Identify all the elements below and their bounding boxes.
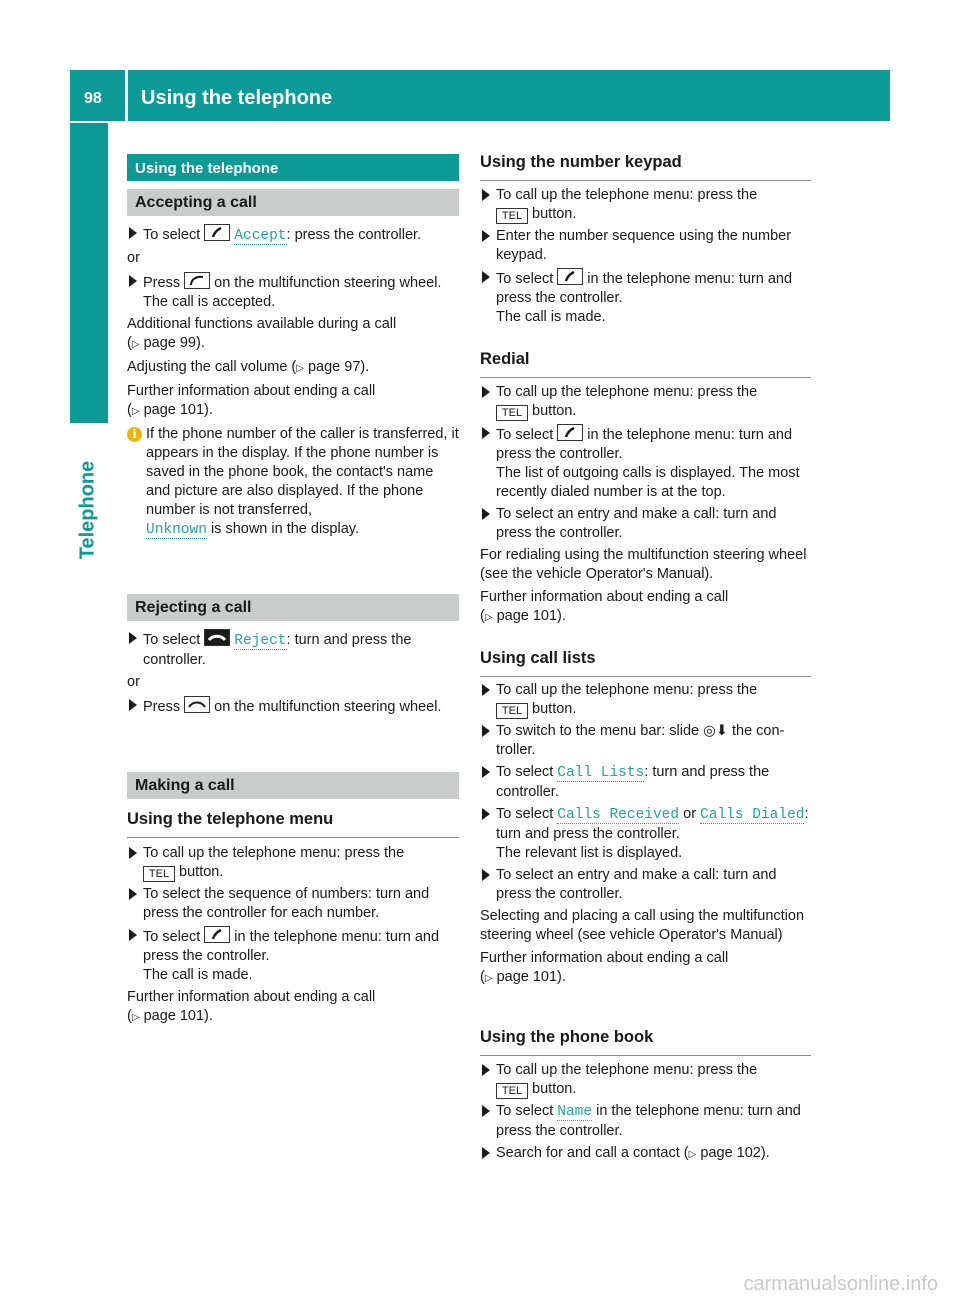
paragraph: Further information about ending a call (▷ page 101). — [480, 589, 729, 624]
arrow-icon — [482, 189, 490, 201]
triangle-icon: ▷ — [688, 1149, 697, 1160]
subhead-phone-book: Using the phone book — [480, 1028, 811, 1056]
list-item: Enter the number sequence using the number keypad. — [480, 227, 811, 265]
tel-key-icon: TEL — [496, 1083, 528, 1099]
subhead-number-keypad: Using the number keypad — [480, 153, 811, 181]
list-item: To select Call Lists: turn and press the controller. — [480, 763, 811, 802]
phone-hangup-icon — [184, 696, 210, 713]
phone-handset-icon — [184, 272, 210, 289]
arrow-icon — [482, 808, 490, 820]
paragraph: Adjusting the call volume (▷ page 97). — [127, 359, 370, 375]
rejecting-heading: Rejecting a call — [127, 594, 459, 621]
tel-key-icon: TEL — [143, 866, 175, 882]
subhead-telephone-menu: Using the telephone menu — [127, 810, 459, 838]
info-note: i If the phone number of the caller is transferred, it appears in the display. If the phone number is saved in the phone book, the contact's name and picture are also displayed. If the phone number is not transferred, Unknown is shown in the display. — [127, 425, 459, 540]
accepting-block — [127, 224, 459, 540]
list-item: To select an entry and make a call: turn and press the controller. — [480, 505, 811, 543]
header-divider — [125, 70, 128, 121]
redial-block — [480, 383, 811, 631]
chapter-label-text: Telephone — [76, 460, 99, 560]
subhead-redial: Redial — [480, 350, 811, 378]
arrow-icon — [129, 847, 137, 859]
triangle-icon: ▷ — [131, 1012, 140, 1023]
phone-reject-icon — [204, 629, 230, 646]
list-item: Press on the multifunction steering wheel. — [127, 696, 459, 717]
list-item: Press on the multifunction steering wheel. The call is accepted. — [127, 272, 459, 312]
arrow-icon — [129, 632, 137, 644]
arrow-icon — [482, 1147, 490, 1159]
paragraph: Additional functions available during a call (▷ page 99). — [127, 316, 397, 351]
triangle-icon: ▷ — [131, 406, 140, 417]
paragraph: For redialing using the multifunction steering wheel (see the vehicle Operator's Manual). — [480, 547, 807, 582]
paragraph: Further information about ending a call (▷ page 101). — [480, 950, 729, 985]
controller-slide-down-icon: ◎⬇ — [703, 723, 728, 739]
call-lists-menu-item: Call Lists — [557, 765, 645, 781]
chapter-label — [68, 440, 108, 580]
arrow-icon — [482, 766, 490, 778]
page-title: Using the telephone — [141, 87, 333, 109]
arrow-icon — [482, 684, 490, 696]
arrow-icon — [482, 725, 490, 737]
list-item: To select Reject: turn and press the controller. — [127, 629, 459, 670]
list-item: To select the sequence of numbers: turn and press the controller for each number. — [127, 885, 459, 923]
list-item: To select Calls Received or Calls Dialed: turn and press the controller. The relevant list is displayed. — [480, 805, 811, 863]
making-heading: Making a call — [127, 772, 459, 799]
tel-key-icon: TEL — [496, 703, 528, 719]
list-item: To select in the telephone menu: turn and press the controller. The call is made. — [480, 268, 811, 327]
calls-received-menu-item: Calls Received — [557, 807, 680, 823]
list-item: To select in the telephone menu: turn and press the controller. The call is made. — [127, 926, 459, 985]
page-header — [70, 70, 890, 121]
triangle-icon: ▷ — [296, 363, 304, 374]
list-item: To call up the telephone menu: press the TEL button. — [127, 844, 459, 882]
accepting-heading: Accepting a call — [127, 189, 459, 216]
list-item: To select Name in the telephone menu: turn and press the controller. — [480, 1102, 811, 1141]
calllists-block — [480, 681, 811, 992]
list-item: To switch to the menu bar: slide ◎⬇ the controller. — [480, 722, 811, 760]
calls-dialed-menu-item: Calls Dialed — [700, 807, 805, 823]
name-menu-item: Name — [557, 1104, 593, 1120]
list-item: To call up the telephone menu: press the TEL button. — [480, 681, 811, 719]
paragraph: Further information about ending a call (▷ page 101). — [127, 383, 376, 418]
keypad-block — [480, 186, 811, 330]
arrow-icon — [482, 386, 490, 398]
arrow-icon — [129, 227, 137, 239]
list-item: To select an entry and make a call: turn and press the controller. — [480, 866, 811, 904]
arrow-icon — [482, 508, 490, 520]
rejecting-block — [127, 629, 459, 720]
phonebook-block — [480, 1061, 811, 1167]
arrow-icon — [482, 1064, 490, 1076]
arrow-icon — [129, 275, 137, 287]
chapter-tab — [70, 123, 108, 423]
arrow-icon — [129, 699, 137, 711]
arrow-icon — [482, 869, 490, 881]
arrow-icon — [129, 929, 137, 941]
phone-accept-icon — [204, 224, 230, 241]
phone-accept-icon — [204, 926, 230, 943]
or-text: or — [127, 250, 140, 266]
arrow-icon — [482, 230, 490, 242]
phone-accept-icon — [557, 268, 583, 285]
triangle-icon: ▷ — [484, 612, 493, 623]
arrow-icon — [482, 271, 490, 283]
list-item: To call up the telephone menu: press the TEL button. — [480, 1061, 811, 1099]
watermark: carmanualsonline.info — [743, 1273, 938, 1295]
arrow-icon — [129, 888, 137, 900]
paragraph: Further information about ending a call (▷ page 101). — [127, 989, 376, 1024]
accept-menu-item: Accept — [234, 228, 287, 244]
reject-menu-item: Reject — [234, 633, 287, 649]
page-number: 98 — [84, 90, 102, 107]
arrow-icon — [482, 427, 490, 439]
making-block — [127, 844, 459, 1031]
section-title: Using the telephone — [127, 154, 459, 181]
list-item: To call up the telephone menu: press the TEL button. — [480, 383, 811, 421]
subhead-call-lists: Using call lists — [480, 649, 811, 677]
info-icon: i — [127, 427, 142, 442]
arrow-icon — [482, 1105, 490, 1117]
triangle-icon: ▷ — [131, 339, 140, 350]
phone-accept-icon — [557, 424, 583, 441]
tel-key-icon: TEL — [496, 405, 528, 421]
paragraph: Selecting and placing a call using the multifunction steering wheel (see vehicle Operator's Manual) — [480, 908, 805, 943]
or-text: or — [127, 674, 140, 690]
list-item: To select in the telephone menu: turn and press the controller. The list of outgoing calls is displayed. The most recently dialed number is at the top. — [480, 424, 811, 502]
list-item: To call up the telephone menu: press the TEL button. — [480, 186, 811, 224]
list-item: Search for and call a contact (▷ page 102). — [480, 1144, 811, 1164]
list-item: To select Accept: press the controller. — [127, 224, 459, 246]
tel-key-icon: TEL — [496, 208, 528, 224]
triangle-icon: ▷ — [484, 973, 493, 984]
